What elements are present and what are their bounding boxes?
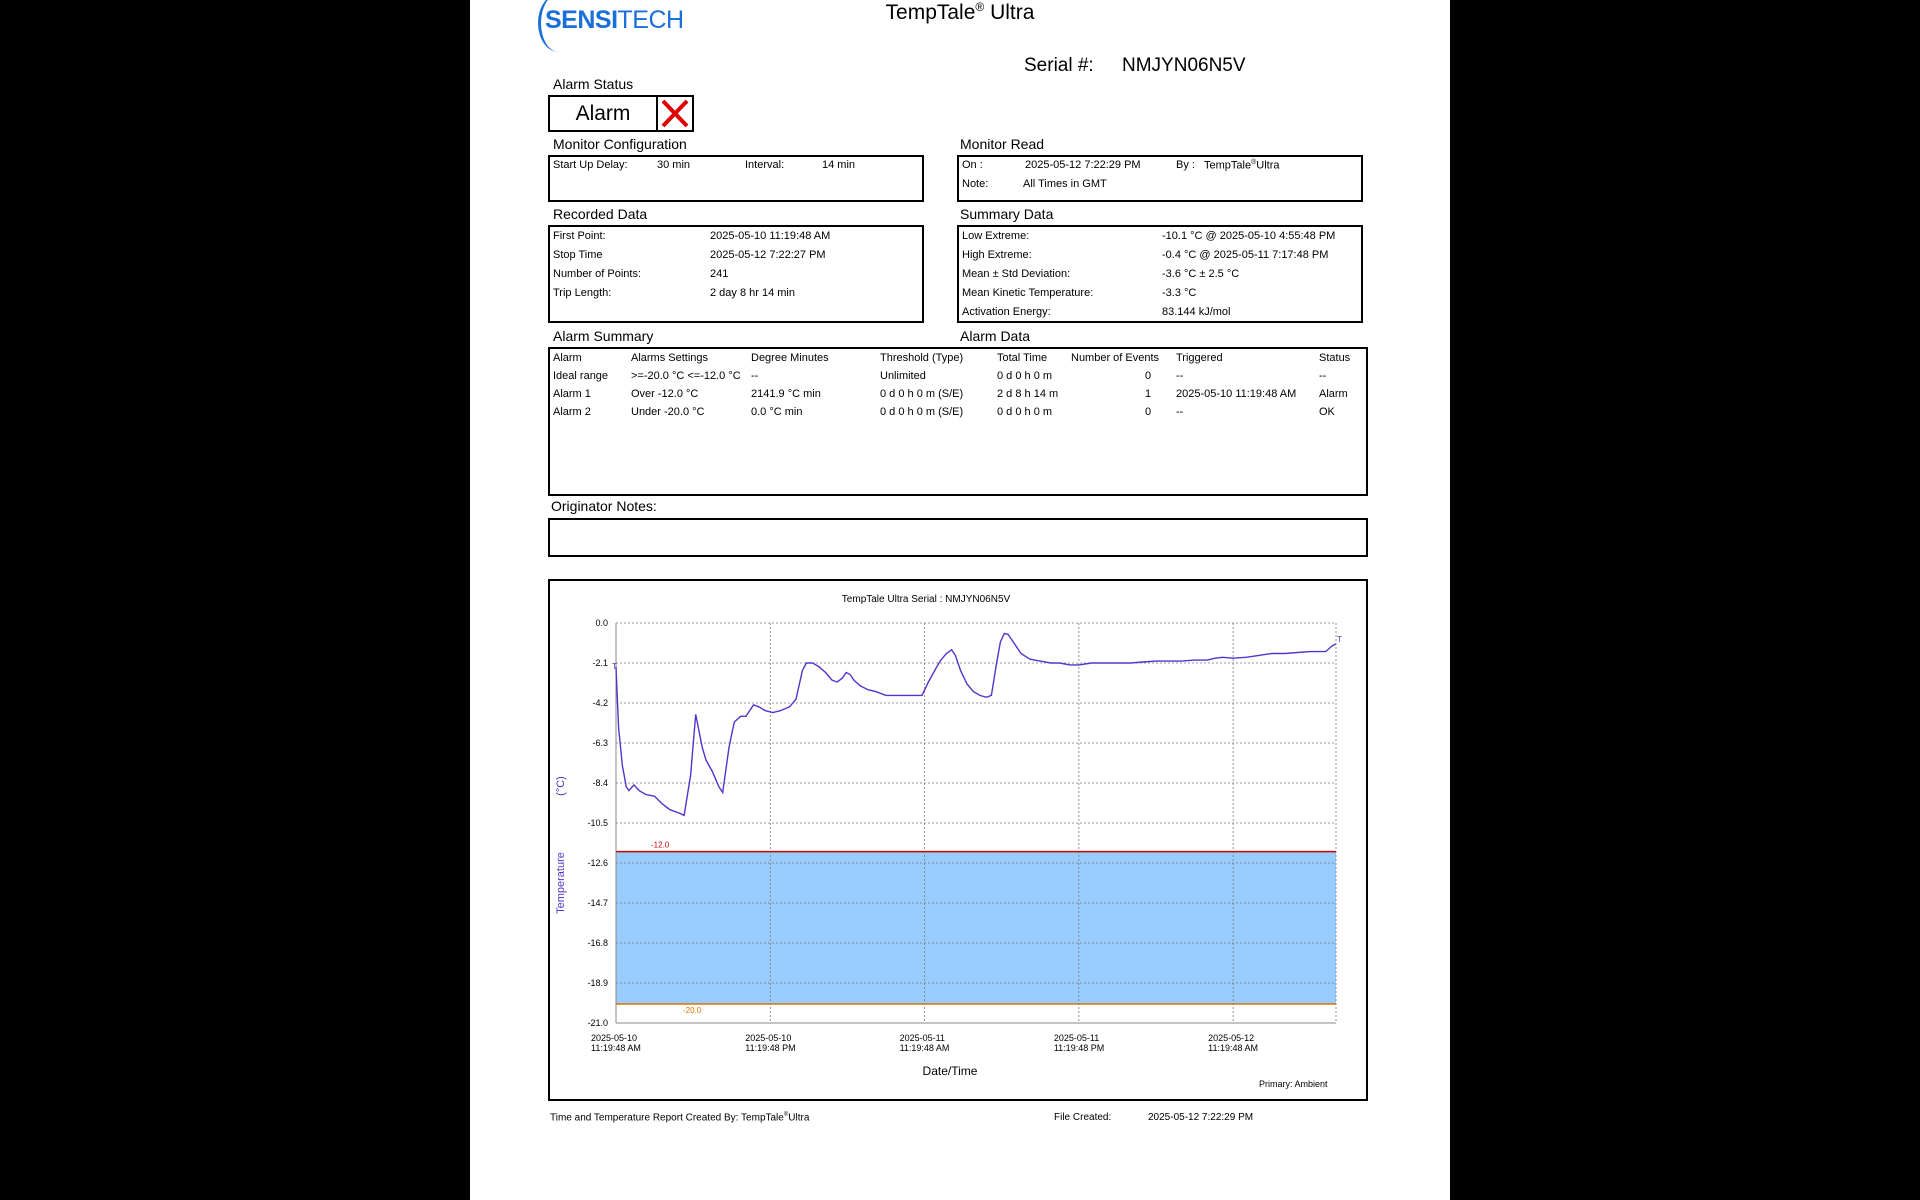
read-on-value: 2025-05-12 7:22:29 PM xyxy=(1025,159,1141,171)
alarm-row-2-degree-minutes: 0.0 °C min xyxy=(751,406,803,418)
footer-created-by-suffix: Ultra xyxy=(788,1112,810,1124)
monitor-config-box xyxy=(548,155,924,202)
alarm-row-0-settings: >=-20.0 °C <=-12.0 °C xyxy=(631,370,741,382)
x-tick-label-time: 11:19:48 AM xyxy=(1208,1043,1259,1053)
alarm-row-0-threshold: Unlimited xyxy=(880,370,926,382)
sum-mean-value: -3.6 °C ± 2.5 °C xyxy=(1162,268,1240,280)
monitor-config-heading: Monitor Configuration xyxy=(553,136,687,152)
alarm-row-2-total-time: 0 d 0 h 0 m xyxy=(997,406,1053,418)
footer-file-created-label: File Created: xyxy=(1054,1112,1112,1123)
alarm-status-value: Alarm xyxy=(550,97,658,130)
recorded-data-heading: Recorded Data xyxy=(553,206,648,222)
footer-created-by xyxy=(550,1112,809,1123)
report-title xyxy=(870,0,1050,25)
title-reg: ® xyxy=(975,0,985,14)
alarm-row-2-triggered: -- xyxy=(1176,406,1184,418)
read-note-value: All Times in GMT xyxy=(1023,178,1107,190)
rec-trip-length-value: 2 day 8 hr 14 min xyxy=(710,287,795,299)
x-tick-label-date: 2025-05-12 xyxy=(1208,1033,1255,1043)
alarm-summary-heading: Alarm Summary xyxy=(553,328,654,344)
y-tick-label: -10.5 xyxy=(587,818,608,828)
alarm-col-alarm: Alarm xyxy=(553,352,582,364)
sum-mkt-label: Mean Kinetic Temperature: xyxy=(962,287,1094,299)
x-tick-label-time: 11:19:48 AM xyxy=(899,1043,950,1053)
rec-points-label: Number of Points: xyxy=(553,268,642,280)
ideal-range-band xyxy=(616,852,1336,1004)
logo-light: TECH xyxy=(617,6,684,34)
read-by-label: By : xyxy=(1176,159,1195,171)
y-tick-label: -12.6 xyxy=(587,858,608,868)
sum-high-label: High Extreme: xyxy=(962,249,1032,261)
summary-data-heading: Summary Data xyxy=(960,206,1054,222)
x-tick-label-date: 2025-05-11 xyxy=(1053,1033,1100,1043)
alarm-row-0-alarm: Ideal range xyxy=(553,370,609,382)
interval-label: Interval: xyxy=(745,159,785,171)
alarm-summary-box xyxy=(548,347,1368,496)
alarm-status-box xyxy=(548,95,694,132)
y-axis-label: Temperature xyxy=(555,852,567,914)
rec-points-value: 241 xyxy=(710,268,729,280)
sum-mkt-value: -3.3 °C xyxy=(1162,287,1197,299)
sum-activation-label: Activation Energy: xyxy=(962,306,1051,318)
footer-created-by-reg: ® xyxy=(783,1112,789,1118)
sum-mean-label: Mean ± Std Deviation: xyxy=(962,268,1071,280)
rec-stop-time-value: 2025-05-12 7:22:27 PM xyxy=(710,249,826,261)
logo-bold: SENSI xyxy=(545,6,618,34)
y-tick-label: -8.4 xyxy=(592,778,608,788)
rec-stop-time-label: Stop Time xyxy=(553,249,603,261)
alarm-col-triggered: Triggered xyxy=(1176,352,1223,364)
serial-number: NMJYN06N5V xyxy=(1122,55,1246,76)
alarm-row-2-threshold: 0 d 0 h 0 m (S/E) xyxy=(880,406,964,418)
alarm-row-0-triggered: -- xyxy=(1176,370,1184,382)
y-tick-label: 0.0 xyxy=(595,618,608,628)
read-by-reg: ® xyxy=(1251,159,1257,166)
alarm-row-1-total-time: 2 d 8 h 14 m xyxy=(997,388,1059,400)
read-by-suffix: Ultra xyxy=(1256,159,1280,172)
y-tick-label: -21.0 xyxy=(587,1018,608,1028)
y-tick-label: -6.3 xyxy=(592,738,608,748)
sum-low-value: -10.1 °C @ 2025-05-10 4:55:48 PM xyxy=(1162,230,1336,242)
alarm-row-0-status: -- xyxy=(1319,370,1327,382)
alarm-col-total-time: Total Time xyxy=(997,352,1048,364)
x-tick-label-date: 2025-05-11 xyxy=(899,1033,945,1043)
footer-file-created-value: 2025-05-12 7:22:29 PM xyxy=(1148,1112,1254,1123)
chart-title: TempTale Ultra Serial : NMJYN06N5V xyxy=(841,594,1011,605)
sensitech-logo xyxy=(545,6,684,35)
startup-delay-label: Start Up Delay: xyxy=(553,159,628,171)
alarm-row-1-triggered: 2025-05-10 11:19:48 AM xyxy=(1176,388,1297,400)
sum-low-label: Low Extreme: xyxy=(962,230,1030,242)
start-marker: T xyxy=(612,661,617,671)
read-by-name: TempTale xyxy=(1204,159,1252,172)
monitor-read-box xyxy=(957,155,1363,202)
originator-notes-box xyxy=(548,518,1368,557)
recorded-data-box xyxy=(548,225,924,323)
alarm-row-0-degree-minutes: -- xyxy=(751,370,759,382)
alarm-row-1-events: 1 xyxy=(1145,388,1152,400)
footer-created-by-name: TempTale xyxy=(741,1112,784,1124)
y-axis-unit-label: (°C) xyxy=(555,776,567,796)
summary-data-box xyxy=(957,225,1363,323)
x-tick-label-time: 11:19:48 PM xyxy=(745,1043,796,1053)
y-tick-label: -4.2 xyxy=(592,698,608,708)
alarm-col-status: Status xyxy=(1319,352,1351,364)
alarm-row-1-settings: Over -12.0 °C xyxy=(631,388,699,400)
alarm-col-threshold: Threshold (Type) xyxy=(880,352,964,364)
alarm-row-2-events: 0 xyxy=(1145,406,1152,418)
alarm-status-heading: Alarm Status xyxy=(553,76,634,92)
x-tick-label-time: 11:19:48 AM xyxy=(591,1043,641,1053)
alarm-row-1-threshold: 0 d 0 h 0 m (S/E) xyxy=(880,388,964,400)
temperature-chart xyxy=(550,581,1366,1099)
series-line-ambient xyxy=(616,634,1336,816)
x-tick-label-time: 11:19:48 PM xyxy=(1053,1043,1105,1053)
footer-created-by-label: Time and Temperature Report Created By: xyxy=(550,1112,739,1124)
x-axis-label: Date/Time xyxy=(922,1064,978,1078)
alarm-col-degree-minutes: Degree Minutes xyxy=(751,352,829,364)
read-on-label: On : xyxy=(962,159,983,171)
sum-high-value: -0.4 °C @ 2025-05-11 7:17:48 PM xyxy=(1162,249,1329,261)
report-page xyxy=(470,0,1450,1200)
sum-activation-value: 83.144 kJ/mol xyxy=(1162,306,1231,318)
alarm-row-1-status: Alarm xyxy=(1319,388,1348,400)
y-tick-label: -2.1 xyxy=(592,658,608,668)
chart-box xyxy=(548,579,1368,1101)
legend-primary-ambient: Primary: Ambient xyxy=(1259,1079,1328,1089)
serial-label: Serial #: xyxy=(1024,55,1094,76)
upper-threshold-label: -12.0 xyxy=(651,840,670,850)
end-marker: T xyxy=(1337,634,1342,644)
read-note-label: Note: xyxy=(962,178,989,190)
alarm-row-0-events: 0 xyxy=(1145,370,1152,382)
x-tick-label-date: 2025-05-10 xyxy=(591,1033,638,1043)
interval-value: 14 min xyxy=(822,159,856,171)
x-tick-label-date: 2025-05-10 xyxy=(745,1033,792,1043)
rec-first-point-value: 2025-05-10 11:19:48 AM xyxy=(710,230,831,242)
startup-delay-value: 30 min xyxy=(657,159,691,171)
alarm-row-2-alarm: Alarm 2 xyxy=(553,406,591,418)
y-tick-label: -14.7 xyxy=(587,898,608,908)
alarm-data-heading: Alarm Data xyxy=(960,328,1031,344)
y-tick-label: -16.8 xyxy=(587,938,608,948)
title-suffix: Ultra xyxy=(984,1,1035,24)
originator-notes-heading: Originator Notes: xyxy=(551,498,657,514)
read-by-value xyxy=(1204,159,1279,172)
title-main: TempTale xyxy=(885,1,976,24)
monitor-read-heading: Monitor Read xyxy=(960,136,1045,152)
alarm-col-events: Number of Events xyxy=(1071,352,1160,364)
rec-trip-length-label: Trip Length: xyxy=(553,287,612,299)
alarm-row-1-alarm: Alarm 1 xyxy=(553,388,591,400)
red-x-icon xyxy=(658,97,692,130)
alarm-col-settings: Alarms Settings xyxy=(631,352,709,364)
alarm-row-1-degree-minutes: 2141.9 °C min xyxy=(751,388,821,400)
rec-first-point-label: First Point: xyxy=(553,230,606,242)
alarm-row-0-total-time: 0 d 0 h 0 m xyxy=(997,370,1053,382)
lower-threshold-label: -20.0 xyxy=(683,1005,702,1015)
alarm-row-2-status: OK xyxy=(1319,406,1335,418)
alarm-row-2-settings: Under -20.0 °C xyxy=(631,406,705,418)
y-tick-label: -18.9 xyxy=(587,978,608,988)
